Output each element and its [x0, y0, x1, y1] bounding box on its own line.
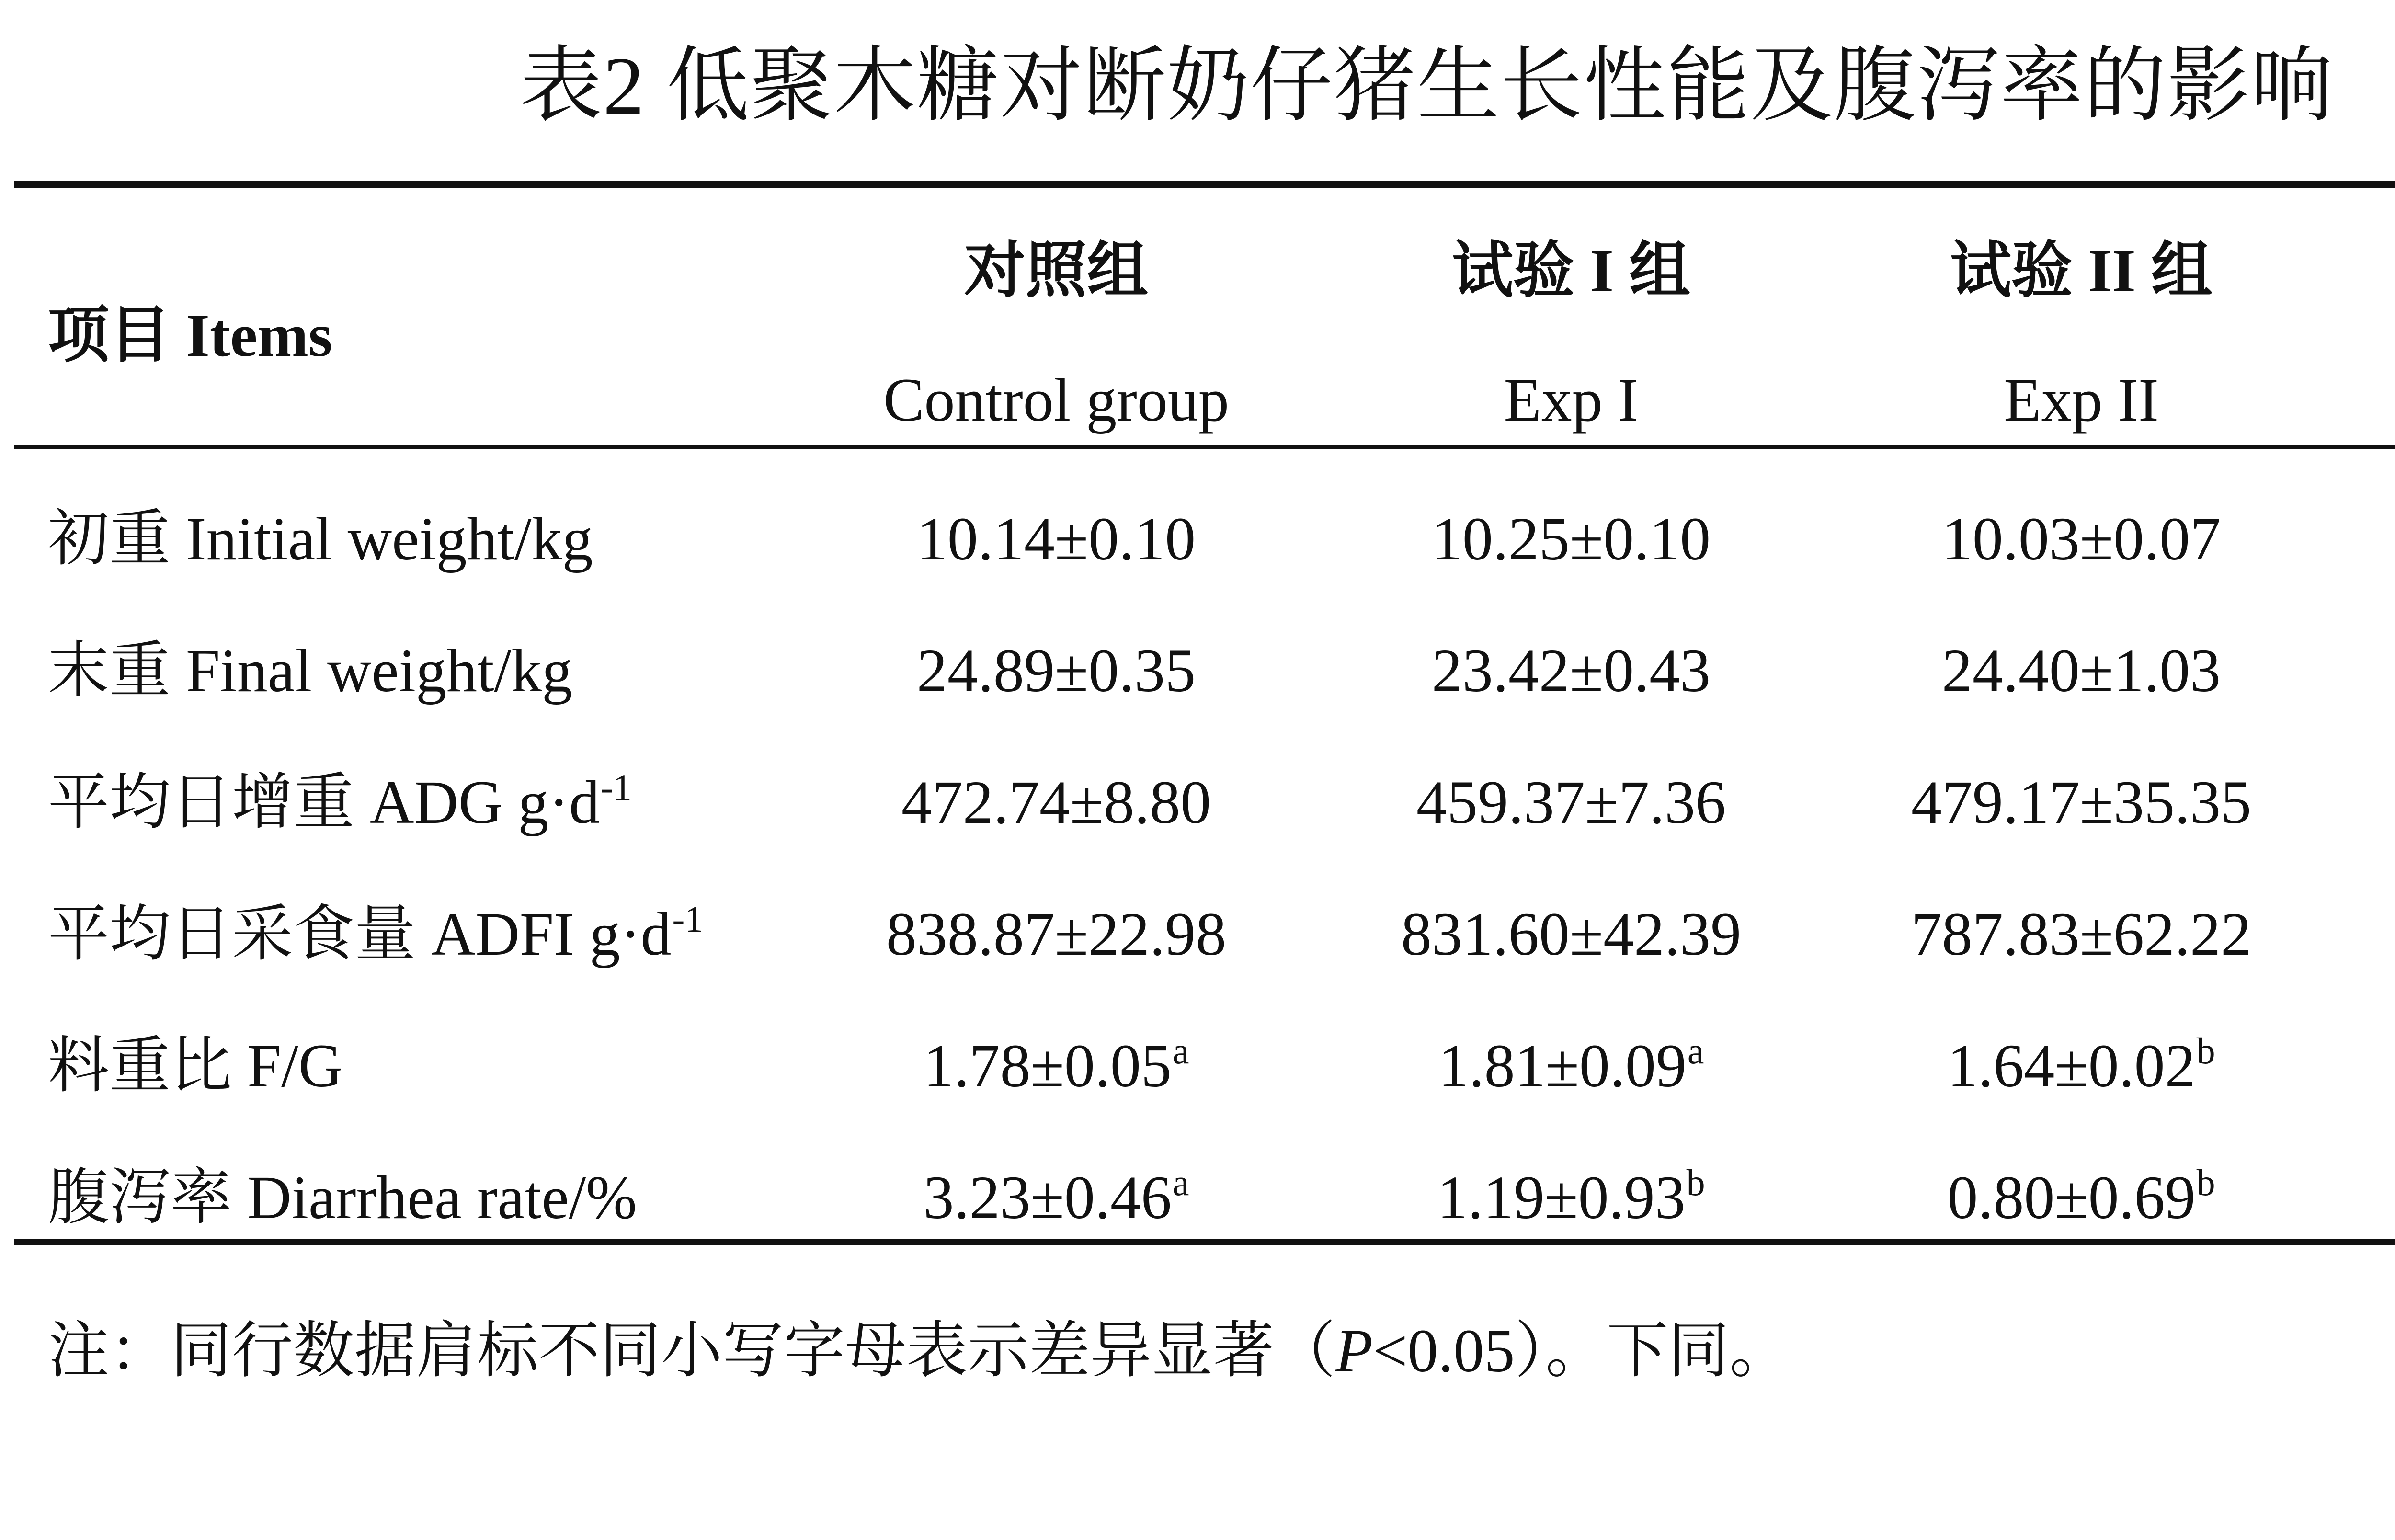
cell-value: 10.25±0.10: [1431, 505, 1711, 573]
significance-superscript: a: [1172, 1162, 1189, 1203]
row-label: [48, 501, 593, 577]
table-cell: [901, 764, 1211, 841]
row-label-text: 腹泻率 Diarrhea rate/%: [48, 1164, 637, 1232]
significance-superscript: b: [2196, 1162, 2215, 1203]
table-cell: [1911, 896, 2251, 972]
cell-value: 831.60±42.39: [1401, 900, 1742, 968]
row-label-text: 平均日增重 ADG g·d: [48, 768, 600, 836]
cell-value: 10.03±0.07: [1941, 505, 2221, 573]
table-cell: [1401, 896, 1741, 972]
significance-superscript: b: [2196, 1030, 2215, 1072]
cell-value: 23.42±0.43: [1431, 637, 1711, 705]
cell-value: 1.81±0.09: [1438, 1032, 1687, 1100]
table-cell: [917, 632, 1196, 709]
bottom-rule: [14, 1239, 2395, 1245]
col-header-exp2-en: Exp II: [2004, 366, 2159, 434]
cell-value: 10.14±0.10: [916, 505, 1196, 573]
cell-value: 787.83±62.22: [1911, 900, 2252, 968]
table-cell: [1416, 764, 1726, 841]
table-cell: [1947, 1027, 2215, 1112]
table-note: [48, 1312, 1791, 1389]
col-header-exp1-en: Exp I: [1504, 366, 1639, 434]
row-label: [48, 764, 632, 849]
col-header-exp1-zh: 试验 I 组: [1452, 237, 1690, 305]
cell-value: 3.23±0.46: [923, 1164, 1172, 1232]
table-cell: [924, 1027, 1189, 1112]
row-label: [48, 1159, 637, 1236]
cell-value: 479.17±35.35: [1911, 768, 2252, 836]
col-header-control-zh: 对照组: [964, 237, 1149, 305]
cell-value: 1.64±0.02: [1947, 1032, 2196, 1100]
table-cell: [886, 896, 1226, 972]
table-cell: [1942, 632, 2221, 709]
header-divider-rule: [14, 445, 2395, 449]
row-label-superscript: -1: [600, 766, 632, 808]
cell-value: 1.19±0.93: [1437, 1164, 1686, 1232]
table-cell: [1911, 764, 2251, 841]
table-cell: [1438, 1027, 1704, 1112]
note-p-symbol: P: [1335, 1317, 1373, 1385]
significance-superscript: b: [1686, 1162, 1705, 1203]
row-label-text: 平均日采食量 ADFI g·d: [48, 900, 672, 968]
cell-value: 1.78±0.05: [923, 1032, 1172, 1100]
note-text-after: <0.05）。下同。: [1373, 1317, 1791, 1385]
cell-value: 459.37±7.36: [1416, 768, 1726, 836]
row-label-text: 末重 Final weight/kg: [48, 637, 573, 705]
significance-superscript: a: [1172, 1030, 1189, 1072]
table-cell: [917, 501, 1196, 577]
cell-value: 472.74±8.80: [901, 768, 1211, 836]
row-label: [48, 1027, 342, 1104]
table-cell: [1942, 501, 2221, 577]
row-label-superscript: -1: [672, 898, 704, 940]
table-cell: [1947, 1159, 2215, 1244]
table-cell: [924, 1159, 1189, 1244]
cell-value: 24.89±0.35: [916, 637, 1196, 705]
cell-value: 0.80±0.69: [1947, 1164, 2196, 1232]
table-cell: [1437, 1159, 1705, 1244]
table-title: 表2 低聚木糖对断奶仔猪生长性能及腹泻率的影响: [520, 41, 2334, 132]
row-label: [48, 896, 703, 981]
col-header-exp2-zh: 试验 II 组: [1950, 237, 2213, 305]
row-header: 项目 Items: [48, 301, 332, 369]
significance-superscript: a: [1687, 1030, 1704, 1072]
row-label: [48, 632, 572, 709]
top-rule: [14, 181, 2395, 188]
note-text-before: 注：同行数据肩标不同小写字母表示差异显著（: [48, 1317, 1336, 1385]
row-label-text: 料重比 F/G: [48, 1032, 343, 1100]
cell-value: 24.40±1.03: [1941, 637, 2221, 705]
cell-value: 838.87±22.98: [886, 900, 1227, 968]
row-label-text: 初重 Initial weight/kg: [48, 505, 593, 573]
col-header-control-en: Control group: [883, 366, 1229, 434]
table-cell: [1432, 501, 1711, 577]
table-cell: [1432, 632, 1711, 709]
